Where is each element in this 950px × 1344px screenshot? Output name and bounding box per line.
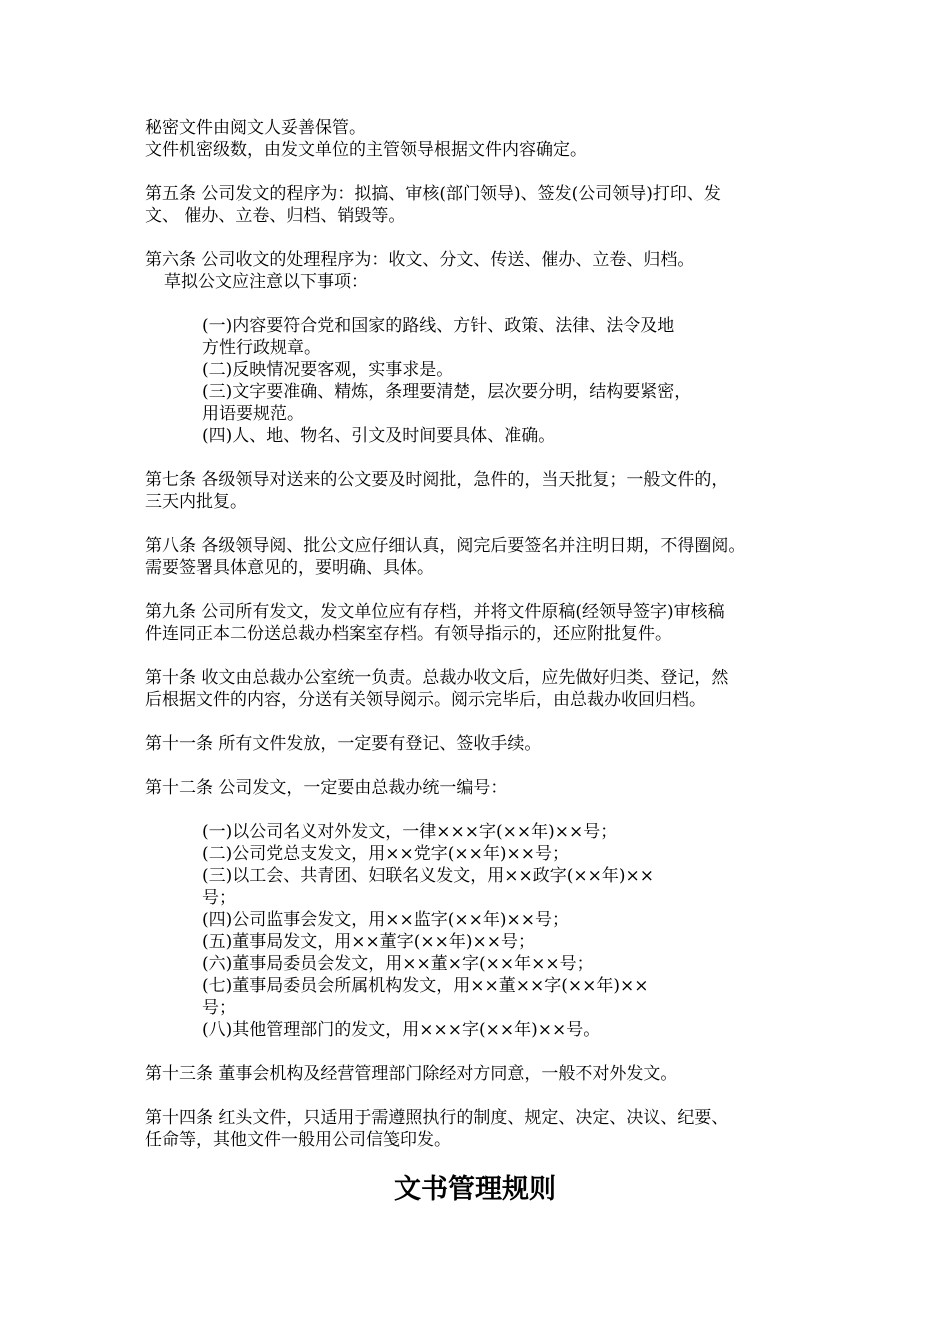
list-item: (四)人、地、物名、引文及时间要具体、准确。 (202, 426, 556, 446)
list-item: (六)董事局委员会发文，用××董×字(××年××号； (202, 954, 594, 974)
paragraph-line: 秘密文件由阅文人妥善保管。 (145, 118, 366, 138)
list-item: (五)董事局发文，用××董字(××年)××号； (202, 932, 535, 952)
list-item: 号； (202, 888, 236, 908)
article-14-line: 第十四条 红头文件，只适用于需遵照执行的制度、规定、决定、决议、纪要、 (145, 1108, 729, 1128)
list-item: (七)董事局委员会所属机构发文，用××董××字(××年)×× (202, 976, 649, 996)
document-title: 文书管理规则 (394, 1174, 556, 1205)
article-14-line: 任命等，其他文件一般用公司信笺印发。 (145, 1130, 451, 1150)
article-5-line: 文、 催办、立卷、归档、销毁等。 (145, 206, 406, 226)
article-5-line: 第五条 公司发文的程序为：拟搞、审核(部门领导)、签发(公司领导)打印、发 (145, 184, 721, 204)
list-item: 方性行政规章。 (202, 338, 321, 358)
article-11-line: 第十一条 所有文件发放，一定要有登记、签收手续。 (145, 734, 542, 754)
article-10-line: 后根据文件的内容，分送有关领导阅示。阅示完毕后，由总裁办收回归档。 (145, 690, 706, 710)
list-item: (八)其他管理部门的发文，用×××字(××年)××号。 (202, 1020, 601, 1040)
article-12-line: 第十二条 公司发文，一定要由总裁办统一编号： (145, 778, 508, 798)
list-item: (四)公司监事会发文，用××监字(××年)××号； (202, 910, 569, 930)
list-item: (二)反映情况要客观，实事求是。 (202, 360, 454, 380)
article-9-line: 第九条 公司所有发文，发文单位应有存档，并将文件原稿(经领导签字)审核稿 (145, 602, 725, 622)
article-6-line: 草拟公文应注意以下事项： (164, 272, 368, 292)
article-9-line: 件连同正本二份送总裁办档案室存档。有领导指示的，还应附批复件。 (145, 624, 672, 644)
article-8-line: 第八条 各级领导阅、批公文应仔细认真，阅完后要签名并注明日期，不得圈阅。 (145, 536, 746, 556)
article-13-line: 第十三条 董事会机构及经营管理部门除经对方同意，一般不对外发文。 (145, 1064, 678, 1084)
list-item: 用语要规范。 (202, 404, 304, 424)
article-8-line: 需要签署具体意见的，要明确、具体。 (145, 558, 434, 578)
list-item: (一)以公司名义对外发文，一律×××字(××年)××号； (202, 822, 618, 842)
list-item: (二)公司党总支发文，用××党字(××年)××号； (202, 844, 569, 864)
list-item: (三)文字要准确、精炼，条理要清楚，层次要分明，结构要紧密， (202, 382, 692, 402)
list-item: 号； (202, 998, 236, 1018)
article-7-line: 三天内批复。 (145, 492, 247, 512)
list-item: (一)内容要符合党和国家的路线、方针、政策、法律、法令及地 (202, 316, 675, 336)
article-6-line: 第六条 公司收文的处理程序为：收文、分文、传送、催办、立卷、归档。 (145, 250, 695, 270)
list-item: (三)以工会、共青团、妇联名义发文，用××政字(××年)×× (202, 866, 654, 886)
article-7-line: 第七条 各级领导对送来的公文要及时阅批，急件的，当天批复；一般文件的， (145, 470, 729, 490)
paragraph-line: 文件机密级数，由发文单位的主管领导根据文件内容确定。 (145, 140, 587, 160)
article-10-line: 第十条 收文由总裁办公室统一负责。总裁办收文后，应先做好归类、登记，然 (145, 668, 729, 688)
